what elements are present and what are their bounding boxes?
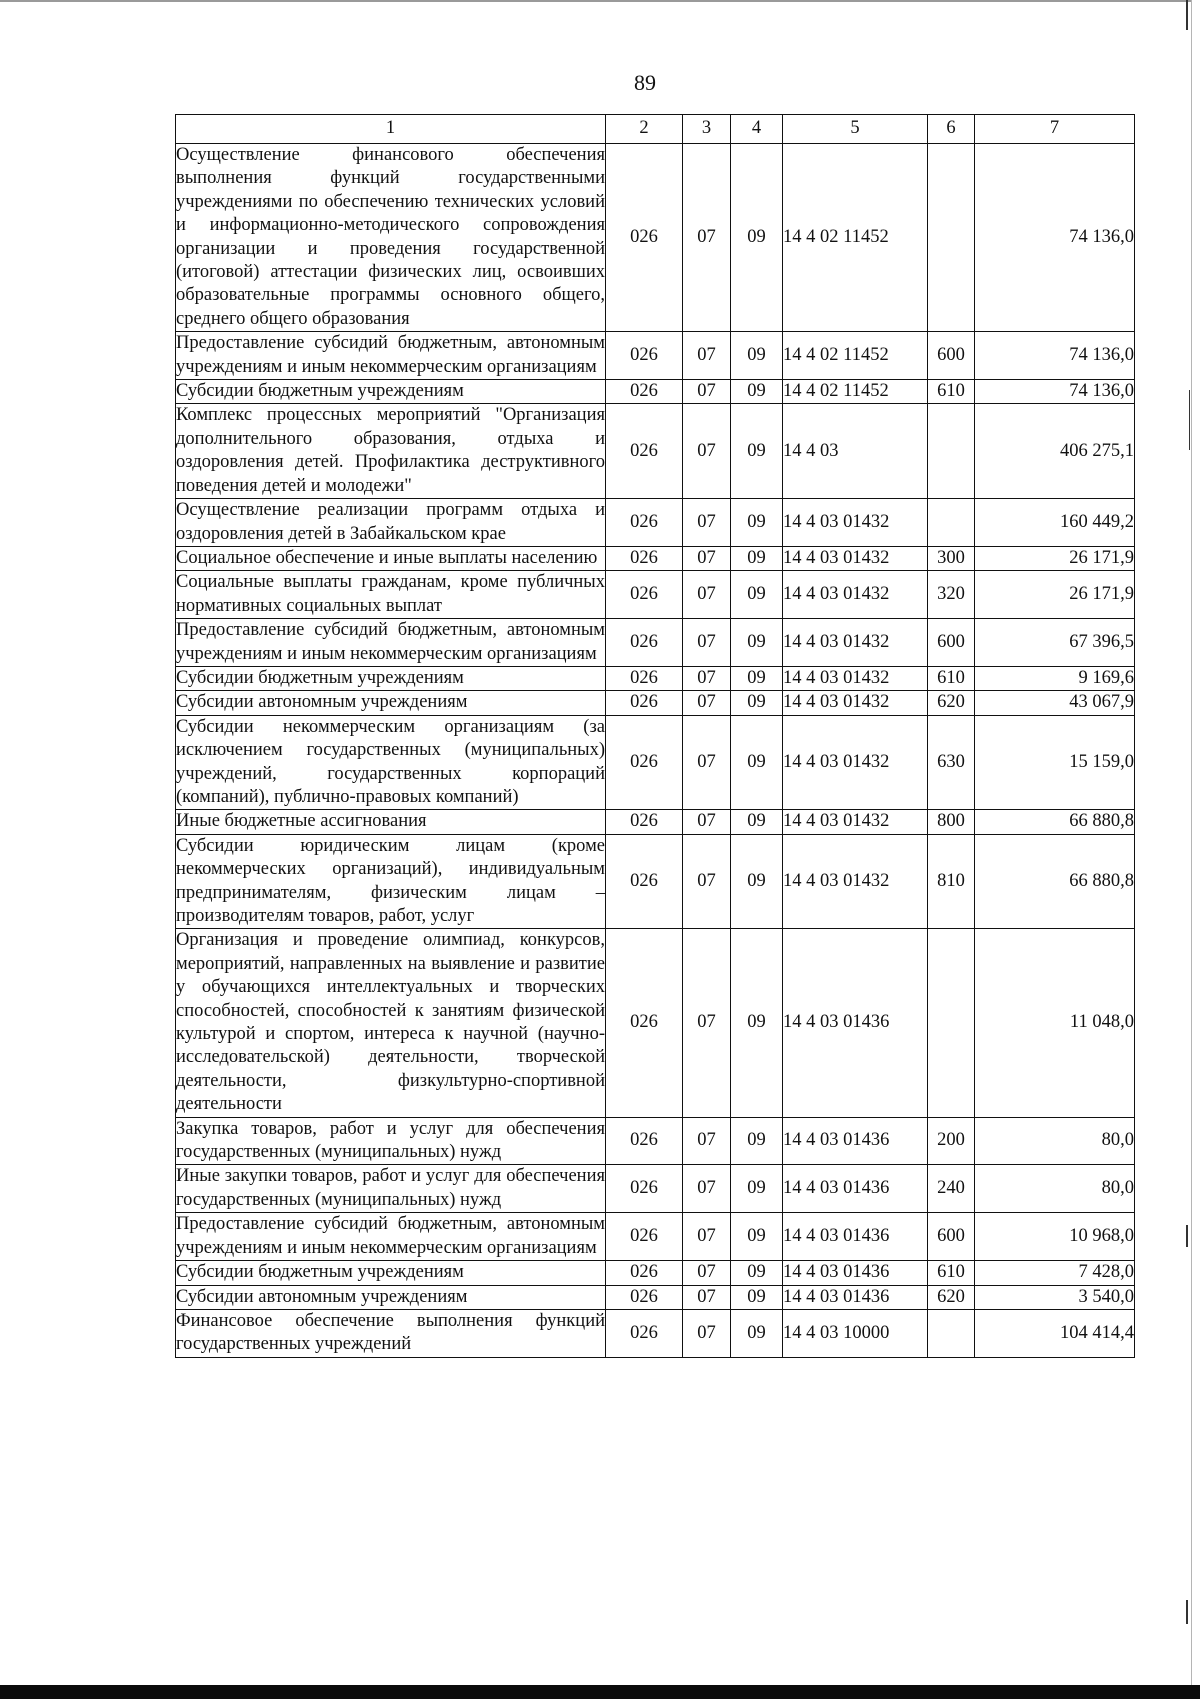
expense-type-code: 320 (928, 571, 975, 619)
row-description: Предоставление субсидий бюджетным, автономным учреждениям и иным некоммерческим организациям (176, 1213, 606, 1261)
ministry-code: 026 (606, 666, 683, 690)
amount: 26 171,9 (975, 571, 1135, 619)
subsection-code: 09 (731, 715, 783, 810)
table-row (176, 1261, 1135, 1285)
target-code: 14 4 03 10000 (783, 1309, 928, 1357)
ministry-code: 026 (606, 691, 683, 715)
amount: 74 136,0 (975, 144, 1135, 332)
amount: 74 136,0 (975, 380, 1135, 404)
subsection-code: 09 (731, 499, 783, 547)
row-description: Иные бюджетные ассигнования (176, 810, 606, 834)
column-header: 4 (731, 115, 783, 144)
target-code: 14 4 03 01436 (783, 1165, 928, 1213)
table-row (176, 571, 1135, 619)
column-header: 5 (783, 115, 928, 144)
table-row (176, 1165, 1135, 1213)
ministry-code: 026 (606, 404, 683, 499)
row-description: Субсидии автономным учреждениям (176, 691, 606, 715)
section-code: 07 (683, 1285, 731, 1309)
expense-type-code (928, 929, 975, 1117)
section-code: 07 (683, 810, 731, 834)
expense-type-code: 800 (928, 810, 975, 834)
amount: 7 428,0 (975, 1261, 1135, 1285)
table-row (176, 1309, 1135, 1357)
subsection-code: 09 (731, 1285, 783, 1309)
section-code: 07 (683, 834, 731, 929)
budget-table (175, 114, 1135, 1358)
row-description: Субсидии некоммерческим организациям (за исключением государственных (муниципальных) учреждений, государственных корпораций (компаний), публично-правовых компаний) (176, 715, 606, 810)
expense-type-code (928, 404, 975, 499)
section-code: 07 (683, 715, 731, 810)
scan-right-edge (1191, 0, 1193, 1685)
scan-bottom-bar (0, 1685, 1200, 1699)
target-code: 14 4 03 01436 (783, 929, 928, 1117)
ministry-code: 026 (606, 1261, 683, 1285)
section-code: 07 (683, 666, 731, 690)
table-row (176, 499, 1135, 547)
target-code: 14 4 03 01432 (783, 715, 928, 810)
section-code: 07 (683, 1117, 731, 1165)
ministry-code: 026 (606, 546, 683, 570)
table-row (176, 404, 1135, 499)
section-code: 07 (683, 691, 731, 715)
section-code: 07 (683, 404, 731, 499)
ministry-code: 026 (606, 1165, 683, 1213)
table-row (176, 810, 1135, 834)
target-code: 14 4 03 01432 (783, 666, 928, 690)
target-code: 14 4 03 01436 (783, 1213, 928, 1261)
expense-type-code: 630 (928, 715, 975, 810)
amount: 66 880,8 (975, 810, 1135, 834)
section-code: 07 (683, 571, 731, 619)
row-description: Предоставление субсидий бюджетным, автономным учреждениям и иным некоммерческим организациям (176, 619, 606, 667)
amount: 104 414,4 (975, 1309, 1135, 1357)
expense-type-code (928, 1309, 975, 1357)
expense-type-code: 600 (928, 619, 975, 667)
page-number: 89 (634, 70, 656, 95)
ministry-code: 026 (606, 1309, 683, 1357)
subsection-code: 09 (731, 929, 783, 1117)
subsection-code: 09 (731, 810, 783, 834)
section-code: 07 (683, 380, 731, 404)
expense-type-code: 610 (928, 666, 975, 690)
target-code: 14 4 03 01432 (783, 499, 928, 547)
expense-type-code: 300 (928, 546, 975, 570)
ministry-code: 026 (606, 1213, 683, 1261)
expense-type-code: 620 (928, 1285, 975, 1309)
table-row (176, 715, 1135, 810)
row-description: Субсидии бюджетным учреждениям (176, 666, 606, 690)
column-header: 3 (683, 115, 731, 144)
amount: 10 968,0 (975, 1213, 1135, 1261)
subsection-code: 09 (731, 546, 783, 570)
expense-type-code (928, 144, 975, 332)
amount: 15 159,0 (975, 715, 1135, 810)
scan-top-edge (0, 0, 1192, 2)
section-code: 07 (683, 619, 731, 667)
table-row (176, 834, 1135, 929)
subsection-code: 09 (731, 332, 783, 380)
subsection-code: 09 (731, 1309, 783, 1357)
subsection-code: 09 (731, 1261, 783, 1285)
subsection-code: 09 (731, 144, 783, 332)
ministry-code: 026 (606, 834, 683, 929)
table-row (176, 1117, 1135, 1165)
expense-type-code: 610 (928, 380, 975, 404)
target-code: 14 4 02 11452 (783, 144, 928, 332)
amount: 406 275,1 (975, 404, 1135, 499)
subsection-code: 09 (731, 1213, 783, 1261)
scan-mark (1189, 390, 1191, 450)
row-description: Осуществление финансового обеспечения выполнения функций государственными учреждениями по обеспечению технических условий и информационно-методического сопровождения организации и проведения государственной (итоговой) аттестации физических лиц, освоивших образовательные программы основного общего, среднего общего образования (176, 144, 606, 332)
row-description: Предоставление субсидий бюджетным, автономным учреждениям и иным некоммерческим организациям (176, 332, 606, 380)
table-row (176, 666, 1135, 690)
row-description: Субсидии юридическим лицам (кроме некоммерческих организаций), индивидуальным предпринимателям, физическим лицам – производителям товаров, работ, услуг (176, 834, 606, 929)
table-row (176, 1285, 1135, 1309)
amount: 67 396,5 (975, 619, 1135, 667)
subsection-code: 09 (731, 666, 783, 690)
row-description: Социальное обеспечение и иные выплаты населению (176, 546, 606, 570)
subsection-code: 09 (731, 691, 783, 715)
ministry-code: 026 (606, 1117, 683, 1165)
ministry-code: 026 (606, 619, 683, 667)
ministry-code: 026 (606, 929, 683, 1117)
subsection-code: 09 (731, 834, 783, 929)
ministry-code: 026 (606, 1285, 683, 1309)
scan-mark (1186, 0, 1188, 30)
row-description: Комплекс процессных мероприятий "Организация дополнительного образования, отдыха и оздоровления детей. Профилактика деструктивного поведения детей и молодежи" (176, 404, 606, 499)
section-code: 07 (683, 499, 731, 547)
column-header: 1 (176, 115, 606, 144)
amount: 80,0 (975, 1117, 1135, 1165)
row-description: Субсидии бюджетным учреждениям (176, 380, 606, 404)
expense-type-code: 200 (928, 1117, 975, 1165)
section-code: 07 (683, 1309, 731, 1357)
expense-type-code: 240 (928, 1165, 975, 1213)
target-code: 14 4 03 01436 (783, 1117, 928, 1165)
amount: 3 540,0 (975, 1285, 1135, 1309)
amount: 9 169,6 (975, 666, 1135, 690)
row-description: Осуществление реализации программ отдыха и оздоровления детей в Забайкальском крае (176, 499, 606, 547)
target-code: 14 4 03 01432 (783, 546, 928, 570)
amount: 26 171,9 (975, 546, 1135, 570)
section-code: 07 (683, 929, 731, 1117)
row-description: Закупка товаров, работ и услуг для обеспечения государственных (муниципальных) нужд (176, 1117, 606, 1165)
ministry-code: 026 (606, 144, 683, 332)
column-header: 2 (606, 115, 683, 144)
amount: 160 449,2 (975, 499, 1135, 547)
scan-mark (1186, 1600, 1188, 1624)
section-code: 07 (683, 332, 731, 380)
subsection-code: 09 (731, 571, 783, 619)
amount: 80,0 (975, 1165, 1135, 1213)
row-description: Субсидии бюджетным учреждениям (176, 1261, 606, 1285)
table-row (176, 929, 1135, 1117)
column-header: 7 (975, 115, 1135, 144)
table-row (176, 691, 1135, 715)
expense-type-code: 600 (928, 332, 975, 380)
target-code: 14 4 03 (783, 404, 928, 499)
amount: 66 880,8 (975, 834, 1135, 929)
target-code: 14 4 03 01432 (783, 810, 928, 834)
ministry-code: 026 (606, 380, 683, 404)
row-description: Финансовое обеспечение выполнения функций государственных учреждений (176, 1309, 606, 1357)
amount: 74 136,0 (975, 332, 1135, 380)
ministry-code: 026 (606, 332, 683, 380)
target-code: 14 4 03 01432 (783, 691, 928, 715)
column-header: 6 (928, 115, 975, 144)
row-description: Организация и проведение олимпиад, конкурсов, мероприятий, направленных на выявление и развитие у обучающихся интеллектуальных и творческих способностей, способностей к занятиям физической культурой и спортом, интереса к научной (научно-исследовательской) деятельности, творческой деятельности, физкультурно-спортивной деятельности (176, 929, 606, 1117)
target-code: 14 4 03 01436 (783, 1285, 928, 1309)
target-code: 14 4 03 01436 (783, 1261, 928, 1285)
table-row (176, 546, 1135, 570)
expense-type-code: 600 (928, 1213, 975, 1261)
subsection-code: 09 (731, 380, 783, 404)
section-code: 07 (683, 1213, 731, 1261)
table-row (176, 380, 1135, 404)
expense-type-code: 620 (928, 691, 975, 715)
subsection-code: 09 (731, 1165, 783, 1213)
section-code: 07 (683, 1165, 731, 1213)
expense-type-code: 610 (928, 1261, 975, 1285)
table-row (176, 619, 1135, 667)
scan-mark (1186, 1225, 1188, 1247)
target-code: 14 4 03 01432 (783, 834, 928, 929)
ministry-code: 026 (606, 499, 683, 547)
subsection-code: 09 (731, 619, 783, 667)
row-description: Субсидии автономным учреждениям (176, 1285, 606, 1309)
table-row (176, 332, 1135, 380)
ministry-code: 026 (606, 715, 683, 810)
target-code: 14 4 03 01432 (783, 619, 928, 667)
amount: 43 067,9 (975, 691, 1135, 715)
ministry-code: 026 (606, 571, 683, 619)
amount: 11 048,0 (975, 929, 1135, 1117)
section-code: 07 (683, 546, 731, 570)
target-code: 14 4 02 11452 (783, 332, 928, 380)
section-code: 07 (683, 144, 731, 332)
section-code: 07 (683, 1261, 731, 1285)
target-code: 14 4 02 11452 (783, 380, 928, 404)
row-description: Социальные выплаты гражданам, кроме публичных нормативных социальных выплат (176, 571, 606, 619)
subsection-code: 09 (731, 404, 783, 499)
table-row (176, 144, 1135, 332)
subsection-code: 09 (731, 1117, 783, 1165)
table-row (176, 1213, 1135, 1261)
row-description: Иные закупки товаров, работ и услуг для обеспечения государственных (муниципальных) нужд (176, 1165, 606, 1213)
expense-type-code: 810 (928, 834, 975, 929)
ministry-code: 026 (606, 810, 683, 834)
expense-type-code (928, 499, 975, 547)
target-code: 14 4 03 01432 (783, 571, 928, 619)
table-header-row (176, 115, 1135, 144)
